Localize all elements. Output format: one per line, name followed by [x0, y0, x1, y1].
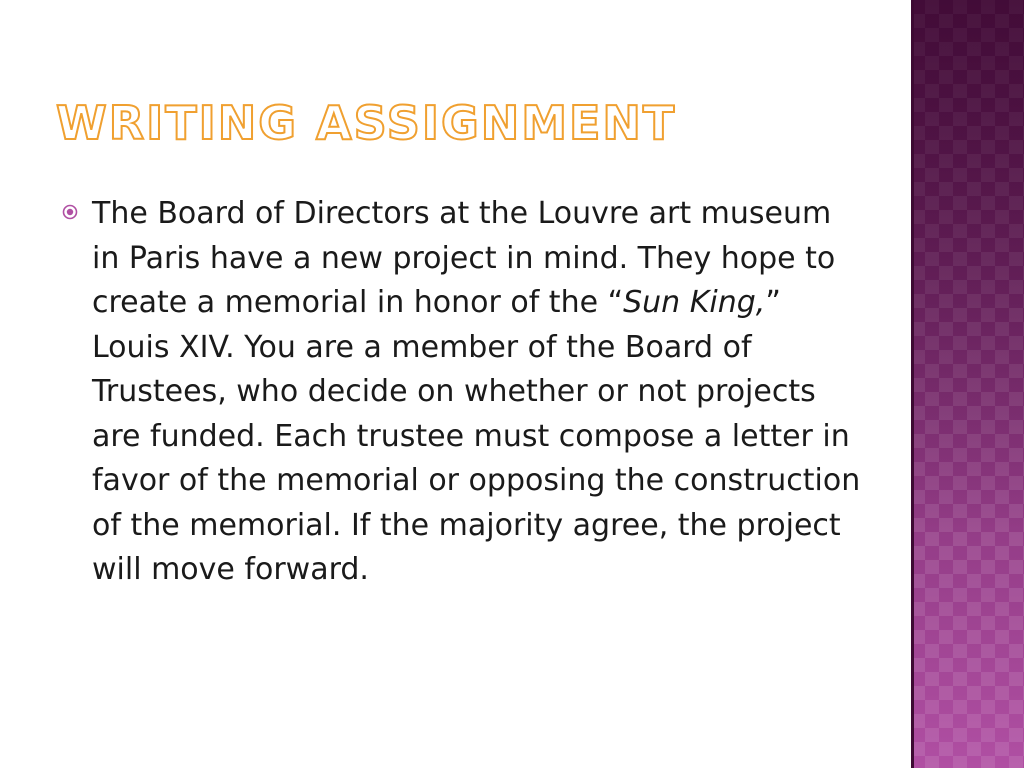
- bullet-text-part-2: ” Louis XIV. You are a member of the Board of Trustees, who decide on whether or not projects are funded. Each trustee must compose a letter in favor of the memorial or opposing the construction of the memorial. If the majority agree, the project will move forward.: [92, 285, 861, 587]
- circled-dot-icon: [62, 204, 78, 220]
- slide-title: WRITING ASSIGNMENT: [56, 96, 677, 150]
- bullet-item: [62, 192, 862, 593]
- slide-body: [62, 192, 862, 593]
- bullet-text-part-1: The Board of Directors at the Louvre art museum in Paris have a new project in mind. They hope to create a memorial in honor of the “: [92, 196, 836, 320]
- bullet-text: [92, 192, 862, 593]
- bullet-text-italic: Sun King,: [623, 285, 766, 320]
- decorative-side-band: [911, 0, 1024, 768]
